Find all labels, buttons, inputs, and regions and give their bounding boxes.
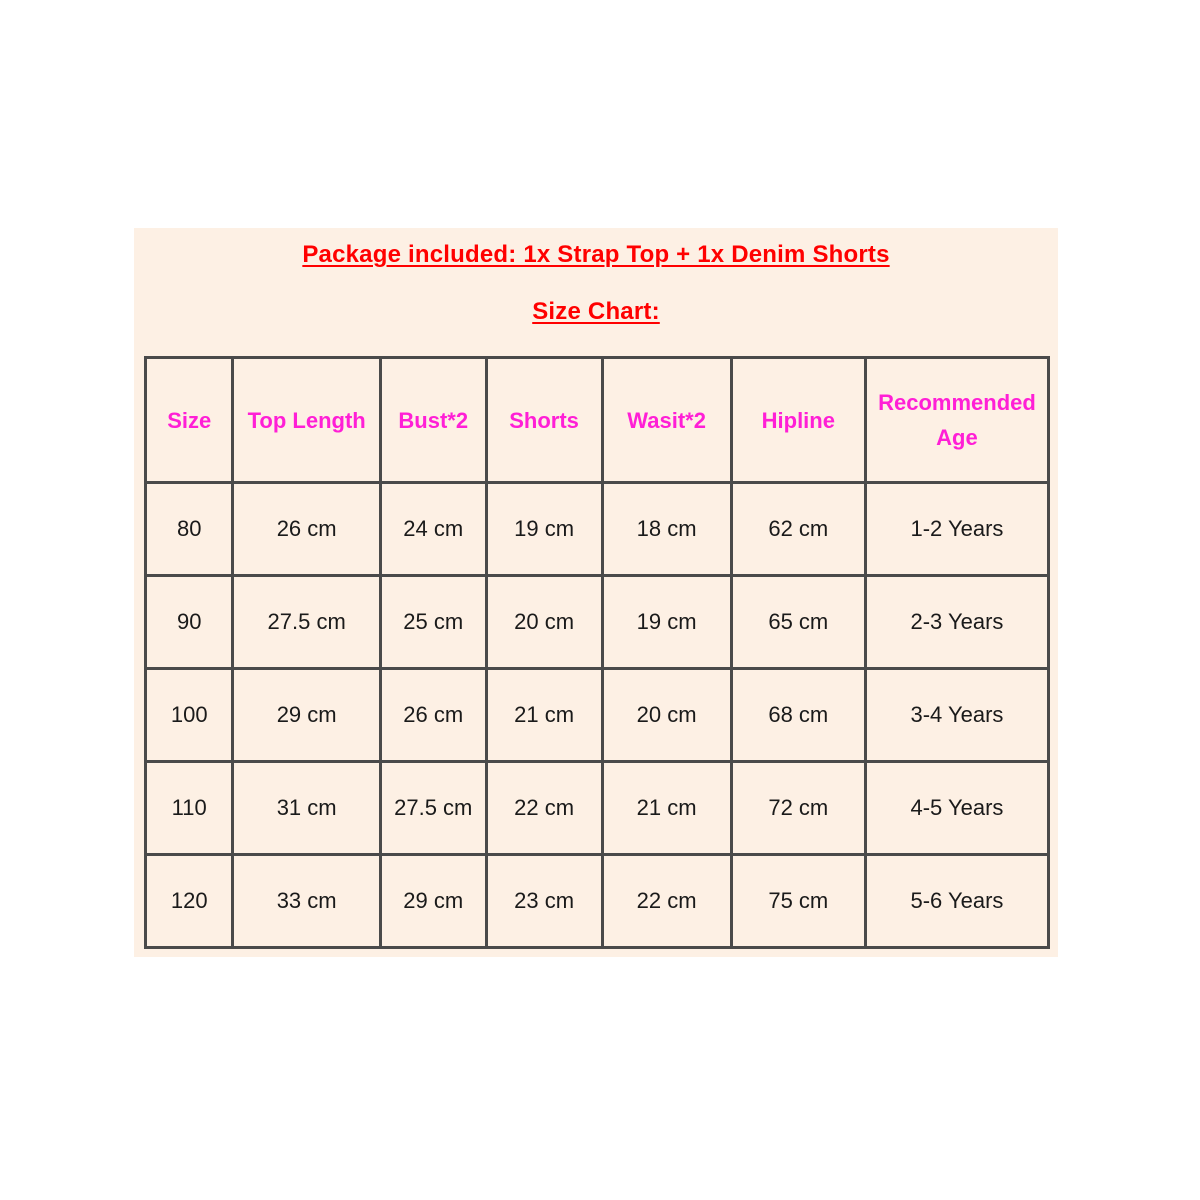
size-chart-heading: Size Chart: [532, 298, 660, 325]
table-row [146, 855, 1049, 948]
column-header-bust: Bust*2 [380, 358, 486, 483]
table-header-row [146, 358, 1049, 483]
cell-size: 80 [146, 483, 233, 576]
package-included-heading: Package included: 1x Strap Top + 1x Denim Shorts [302, 241, 890, 268]
cell-hipline: 72 cm [731, 762, 865, 855]
cell-bust: 27.5 cm [380, 762, 486, 855]
cell-top-length: 33 cm [233, 855, 380, 948]
cell-recommended-age: 3-4 Years [865, 669, 1048, 762]
table-row [146, 483, 1049, 576]
cell-waist: 22 cm [602, 855, 731, 948]
cell-shorts: 19 cm [486, 483, 602, 576]
cell-size: 110 [146, 762, 233, 855]
column-header-recommended-age: Recommended Age [865, 358, 1048, 483]
column-header-hipline: Hipline [731, 358, 865, 483]
cell-top-length: 31 cm [233, 762, 380, 855]
cell-top-length: 27.5 cm [233, 576, 380, 669]
cell-shorts: 21 cm [486, 669, 602, 762]
cell-size: 100 [146, 669, 233, 762]
cell-recommended-age: 4-5 Years [865, 762, 1048, 855]
cell-recommended-age: 2-3 Years [865, 576, 1048, 669]
cell-shorts: 22 cm [486, 762, 602, 855]
cell-bust: 25 cm [380, 576, 486, 669]
cell-waist: 19 cm [602, 576, 731, 669]
cell-waist: 20 cm [602, 669, 731, 762]
cell-shorts: 23 cm [486, 855, 602, 948]
cell-top-length: 29 cm [233, 669, 380, 762]
cell-bust: 24 cm [380, 483, 486, 576]
size-chart-panel [134, 228, 1058, 957]
cell-waist: 18 cm [602, 483, 731, 576]
table-row [146, 576, 1049, 669]
cell-recommended-age: 1-2 Years [865, 483, 1048, 576]
cell-bust: 26 cm [380, 669, 486, 762]
column-header-waist: Wasit*2 [602, 358, 731, 483]
cell-bust: 29 cm [380, 855, 486, 948]
table-row [146, 669, 1049, 762]
column-header-top-length: Top Length [233, 358, 380, 483]
cell-hipline: 62 cm [731, 483, 865, 576]
cell-size: 90 [146, 576, 233, 669]
cell-hipline: 65 cm [731, 576, 865, 669]
cell-shorts: 20 cm [486, 576, 602, 669]
cell-hipline: 75 cm [731, 855, 865, 948]
cell-size: 120 [146, 855, 233, 948]
column-header-size: Size [146, 358, 233, 483]
column-header-shorts: Shorts [486, 358, 602, 483]
cell-hipline: 68 cm [731, 669, 865, 762]
cell-waist: 21 cm [602, 762, 731, 855]
size-table [144, 356, 1050, 949]
cell-top-length: 26 cm [233, 483, 380, 576]
table-row [146, 762, 1049, 855]
cell-recommended-age: 5-6 Years [865, 855, 1048, 948]
